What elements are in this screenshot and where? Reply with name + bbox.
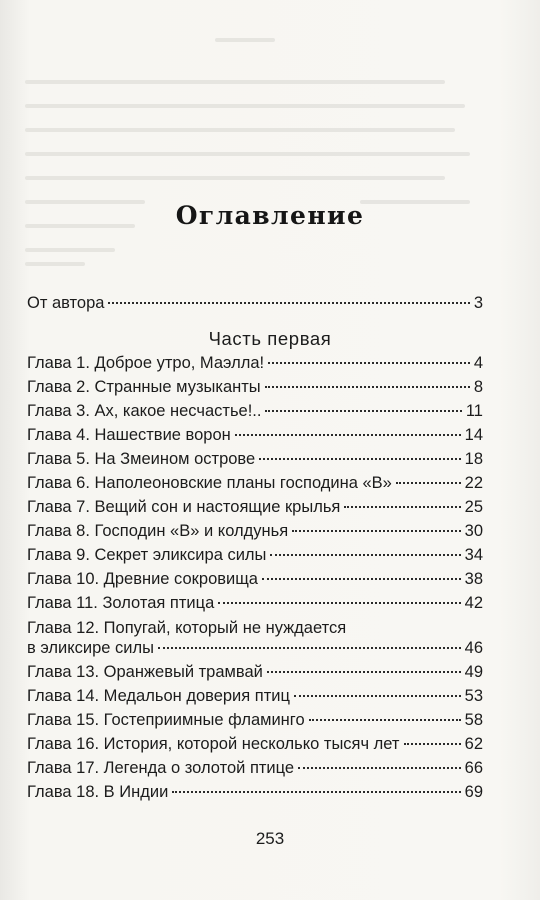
toc-entry-chapter-7[interactable]: [27, 497, 483, 518]
toc-entry-page: 38: [464, 570, 483, 588]
toc-entry-page: 46: [464, 639, 483, 657]
toc-entry-page: 49: [464, 663, 483, 681]
toc-entry-page: 14: [464, 426, 483, 444]
toc-entry-chapter-14[interactable]: [27, 686, 483, 707]
toc-entry-label: Глава 17. Легенда о золотой птице: [27, 759, 295, 777]
toc-entry-preface[interactable]: [27, 293, 483, 314]
toc-entry-page: 25: [464, 498, 483, 516]
dot-leader: [172, 791, 460, 793]
toc-entry-page: 34: [464, 546, 483, 564]
toc-entry-chapter-5[interactable]: [27, 449, 483, 470]
toc-entry-chapter-11[interactable]: [27, 593, 483, 614]
dot-leader: [158, 647, 461, 649]
toc-entry-chapter-13[interactable]: [27, 662, 483, 683]
toc-entry-chapter-12[interactable]: [27, 638, 483, 659]
toc-entry-label: Глава 7. Вещий сон и настоящие крылья: [27, 498, 341, 516]
toc-entry-page: 3: [473, 294, 483, 312]
toc-entry-label: Глава 18. В Индии: [27, 783, 169, 801]
toc-entry-chapter-4[interactable]: [27, 425, 483, 446]
toc-entry-page: 66: [464, 759, 483, 777]
toc-entry-chapter-12-line1[interactable]: Глава 12. Попугай, который не нуждается: [27, 619, 347, 637]
dot-leader: [309, 719, 461, 721]
toc-entry-label: Глава 10. Древние сокровища: [27, 570, 258, 588]
toc-entry-chapter-1[interactable]: [27, 353, 483, 374]
toc-entry-chapter-17[interactable]: [27, 758, 483, 779]
part-title: Часть первая: [208, 328, 332, 349]
dot-leader: [268, 362, 470, 364]
toc-entry-page: 11: [465, 402, 483, 420]
toc-entry-label: Глава 6. Наполеоновские планы господина «В»: [27, 474, 392, 492]
dot-leader: [265, 386, 470, 388]
toc-entry-label: Глава 3. Ах, какое несчастье!..: [27, 402, 262, 420]
dot-leader: [294, 695, 461, 697]
toc-entry-label: в эликсире силы: [27, 639, 155, 657]
toc-entry-chapter-2[interactable]: [27, 377, 483, 398]
toc-entry-chapter-16[interactable]: [27, 734, 483, 755]
toc-entry-label: Глава 1. Доброе утро, Маэлла!: [27, 354, 265, 372]
toc-entry-label: Глава 9. Секрет эликсира силы: [27, 546, 267, 564]
toc-entry-chapter-3[interactable]: [27, 401, 483, 422]
show-through-text: [0, 0, 540, 300]
toc-entry-chapter-9[interactable]: [27, 545, 483, 566]
toc-title: Оглавление: [175, 201, 365, 230]
toc-entry-chapter-8[interactable]: [27, 521, 483, 542]
toc-entry-label: Глава 5. На Змеином острове: [27, 450, 256, 468]
toc-entry-chapter-15[interactable]: [27, 710, 483, 731]
dot-leader: [235, 434, 461, 436]
dot-leader: [262, 578, 461, 580]
toc-entry-label: Глава 13. Оранжевый трамвай: [27, 663, 263, 681]
page-number: 253: [255, 829, 285, 848]
toc-entry-label: Глава 15. Гостеприимные фламинго: [27, 711, 305, 729]
dot-leader: [108, 302, 469, 304]
toc-entry-page: 42: [464, 594, 483, 612]
dot-leader: [396, 482, 461, 484]
dot-leader: [292, 530, 460, 532]
toc-entry-page: 8: [473, 378, 483, 396]
toc-entry-page: 58: [464, 711, 483, 729]
dot-leader: [259, 458, 460, 460]
toc-entry-page: 69: [464, 783, 483, 801]
toc-entry-page: 4: [473, 354, 483, 372]
toc-entry-page: 30: [464, 522, 483, 540]
dot-leader: [404, 743, 461, 745]
toc-entry-page: 53: [464, 687, 483, 705]
toc-entry-page: 18: [464, 450, 483, 468]
toc-entry-label: Глава 16. История, которой несколько тысяч лет: [27, 735, 400, 753]
toc-entry-label: Глава 4. Нашествие ворон: [27, 426, 231, 444]
dot-leader: [267, 671, 461, 673]
toc-entry-label: Глава 2. Странные музыканты: [27, 378, 261, 396]
dot-leader: [270, 554, 460, 556]
dot-leader: [344, 506, 460, 508]
toc-entry-chapter-6[interactable]: [27, 473, 483, 494]
toc-entry-page: 22: [464, 474, 483, 492]
toc-entry-label: От автора: [27, 294, 105, 312]
toc-entry-chapter-10[interactable]: [27, 569, 483, 590]
toc-entry-chapter-18[interactable]: [27, 782, 483, 803]
toc-entry-page: 62: [464, 735, 483, 753]
dot-leader: [298, 767, 461, 769]
toc-entry-label: Глава 11. Золотая птица: [27, 594, 215, 612]
toc-entry-label: Глава 14. Медальон доверия птиц: [27, 687, 290, 705]
dot-leader: [265, 410, 461, 412]
dot-leader: [218, 602, 460, 604]
toc-entry-label: Глава 8. Господин «В» и колдунья: [27, 522, 289, 540]
